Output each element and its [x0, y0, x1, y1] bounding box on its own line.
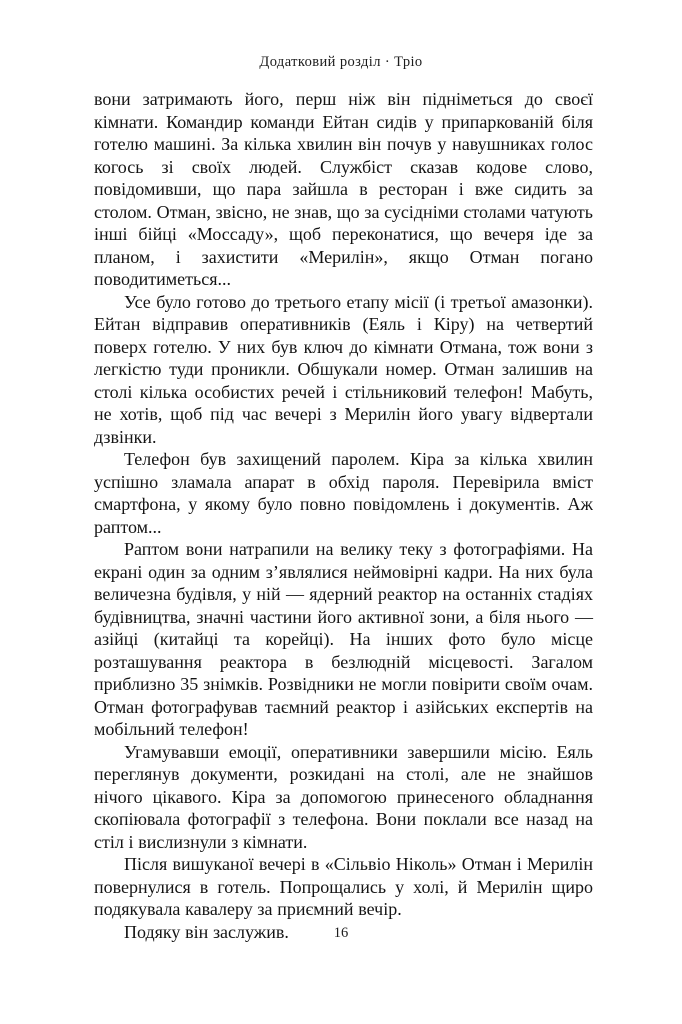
paragraph: Раптом вони натрапили на велику теку з фотографіями. На екрані один за одним з’являлися неймовірні кадри. На них була величезна будівля, у ній — ядерний реактор на останніх стадіях будівництва, значні частини його активної зони, а біля нього — азійці (китайці та корейці). На інших фото було місце розташування реактора в безлюдній місцевості. Загалом приблизно 35 знімків. Розвідники не могли повірити своїм очам. Отман фотографував таємний реактор і азійських експертів на мобільний телефон!: [94, 539, 593, 739]
paragraph: Усе було готово до третього етапу місії (і третьої амазонки). Ейтан відправив оперативників (Еяль і Кіру) на четвертий поверх готелю. У них був ключ до кімнати Отмана, тож вони з легкістю туди проникли. Обшукали номер. Отман залишив на столі кілька особистих речей і стільниковий телефон! Мабуть, не хотів, щоб під час вечері з Мерилін його увагу відвертали дзвінки.: [94, 291, 593, 447]
paragraph: Угамувавши емоції, оперативники завершили місію. Еяль переглянув документи, розкидані на столі, але не знайшов нічого цікавого. Кіра за допомогою принесеного обладнання скопіювала фотографії з телефона. Вони поклали все назад на стіл і вислизнули з кімнати.: [94, 741, 593, 852]
paragraph: Подяку він заслужив.: [124, 921, 289, 942]
paragraph: Телефон був захищений паролем. Кіра за кілька хвилин успішно зламала апарат в обхід пароля. Перевірила вміст смартфона, у якому було повно повідомлень і документів. Аж раптом...: [94, 449, 593, 537]
page-number: 16: [333, 925, 349, 941]
running-header: Додатковий розділ · Тріо: [259, 54, 423, 70]
paragraph: Після вишуканої вечері в «Сільвіо Ніколь» Отман і Мерилін повернулися в готель. Попрощались у холі, й Мерилін щиро подякувала кавалеру за приємний вечір.: [94, 854, 593, 919]
text-block: [94, 88, 593, 943]
paragraph: вони затримають його, перш ніж він підніметься до своєї кімнати. Командир команди Ейтан сидів у припаркованій біля готелю машині. За кілька хвилин він почув у навушниках голос когось зі своїх людей. Службіст сказав кодове слово, повідомивши, що пара зайшла в ресторан і вже сидить за столом. Отман, звісно, не знав, що за сусідніми столами чатують інші бійці «Моссаду», щоб переконатися, що вечеря іде за планом, і захистити «Мерилін», якщо Отман погано поводитиметься...: [94, 89, 593, 289]
